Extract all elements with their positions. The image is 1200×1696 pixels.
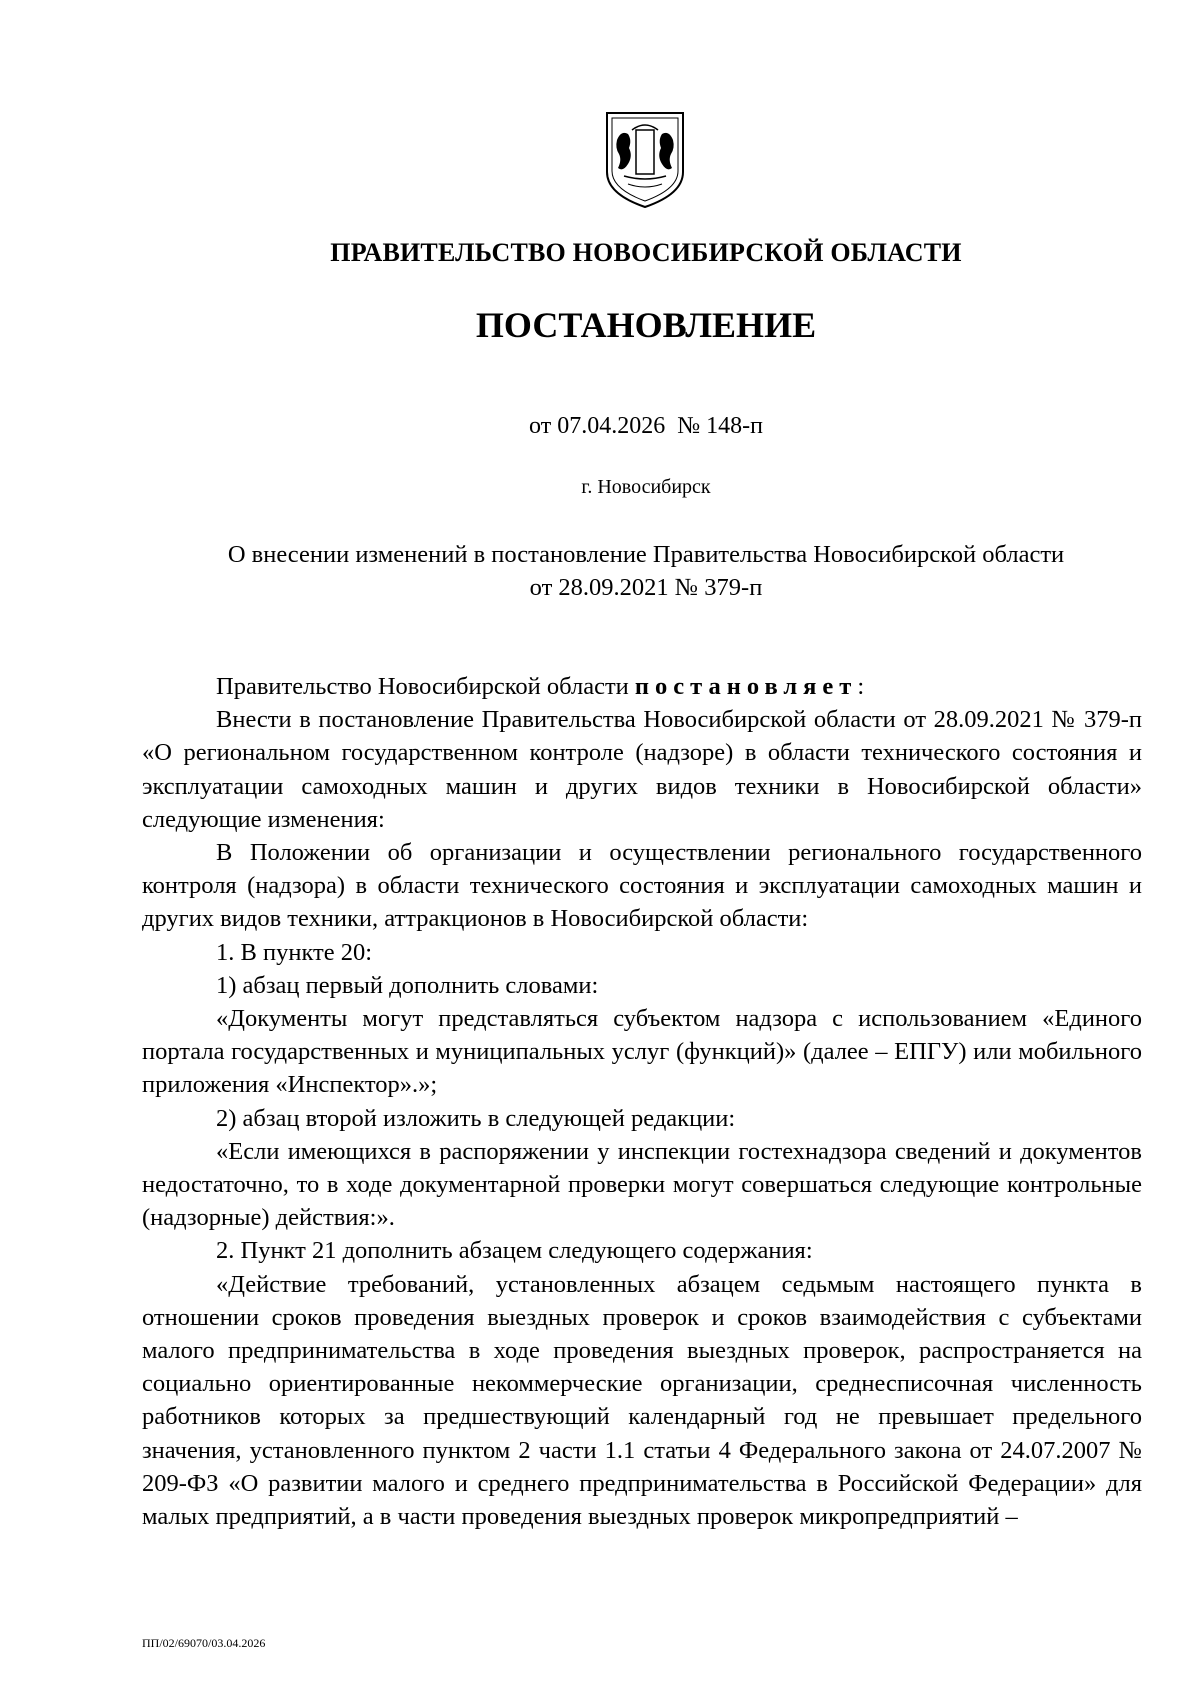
footer-document-code: ПП/02/69070/03.04.2026 [142,1636,266,1650]
document-date-number: от 07.04.2026 № 148-п [529,413,763,439]
body-paragraph: 2) абзац второй изложить в следующей редакции: [216,1104,736,1132]
intro-text: Правительство Новосибирской области [216,673,635,700]
body-paragraph: «Если имеющихся в распоряжении у инспекции гостехнадзора сведений и документов недостаточно, то в ходе документарной проверки могут совершаться следующие контрольные (надзорные) действия:». [142,1137,1142,1232]
document-city: г. Новосибирск [581,476,711,498]
subject-line-2: от 28.09.2021 № 379-п [529,574,763,601]
body-paragraph: 2. Пункт 21 дополнить абзацем следующего содержания: [216,1237,813,1265]
body-intro [142,670,1142,703]
body-paragraph: «Действие требований, установленных абзацем седьмым настоящего пункта в отношении сроков проведения выездных проверок и сроков взаимодействия с субъектами малого предпринимательства в ходе проведения выездных проверок, распространяется на социально ориентированные некоммерческие организации, среднесписочная численность работников которых за предшествующий календарный год не превышает предельного значения, установленного пунктом 2 части 1.1 статьи 4 Федерального закона от 24.07.2007 № 209-ФЗ «О развитии малого и среднего предпринимательства в Российской Федерации» для малых предприятий, а в части проведения выездных проверок микропредприятий – [142,1270,1142,1531]
organization-title: ПРАВИТЕЛЬСТВО НОВОСИБИРСКОЙ ОБЛАСТИ [330,238,962,267]
subject-line-1: О внесении изменений в постановление Правительства Новосибирской области [227,541,1065,568]
body-paragraph: «Документы могут представляться субъектом надзора с использованием «Единого портала государственных и муниципальных услуг (функций)» (далее – ЕПГУ) или мобильного приложения «Инспектор».»; [142,1005,1142,1099]
body-paragraph: В Положении об организации и осуществлении регионального государственного контроля (надзора) в области технического состояния и эксплуатации самоходных машин и других видов техники, аттракционов в Новосибирской области: [142,839,1142,933]
intro-colon: : [857,673,865,700]
document-body [142,670,1142,1533]
document-type-title: ПОСТАНОВЛЕНИЕ [475,305,817,345]
body-paragraph: 1. В пункте 20: [216,938,373,966]
document-subject [146,538,1146,604]
body-paragraph: 1) абзац первый дополнить словами: [216,971,599,999]
body-paragraph: Внести в постановление Правительства Новосибирской области от 28.09.2021 № 379-п «О региональном государственном контроле (надзоре) в области технического состояния и эксплуатации самоходных машин и других видов техники в Новосибирской области» следующие изменения: [142,706,1142,833]
intro-keyword: постановляет [634,673,858,700]
coat-of-arms-emblem [604,110,686,210]
